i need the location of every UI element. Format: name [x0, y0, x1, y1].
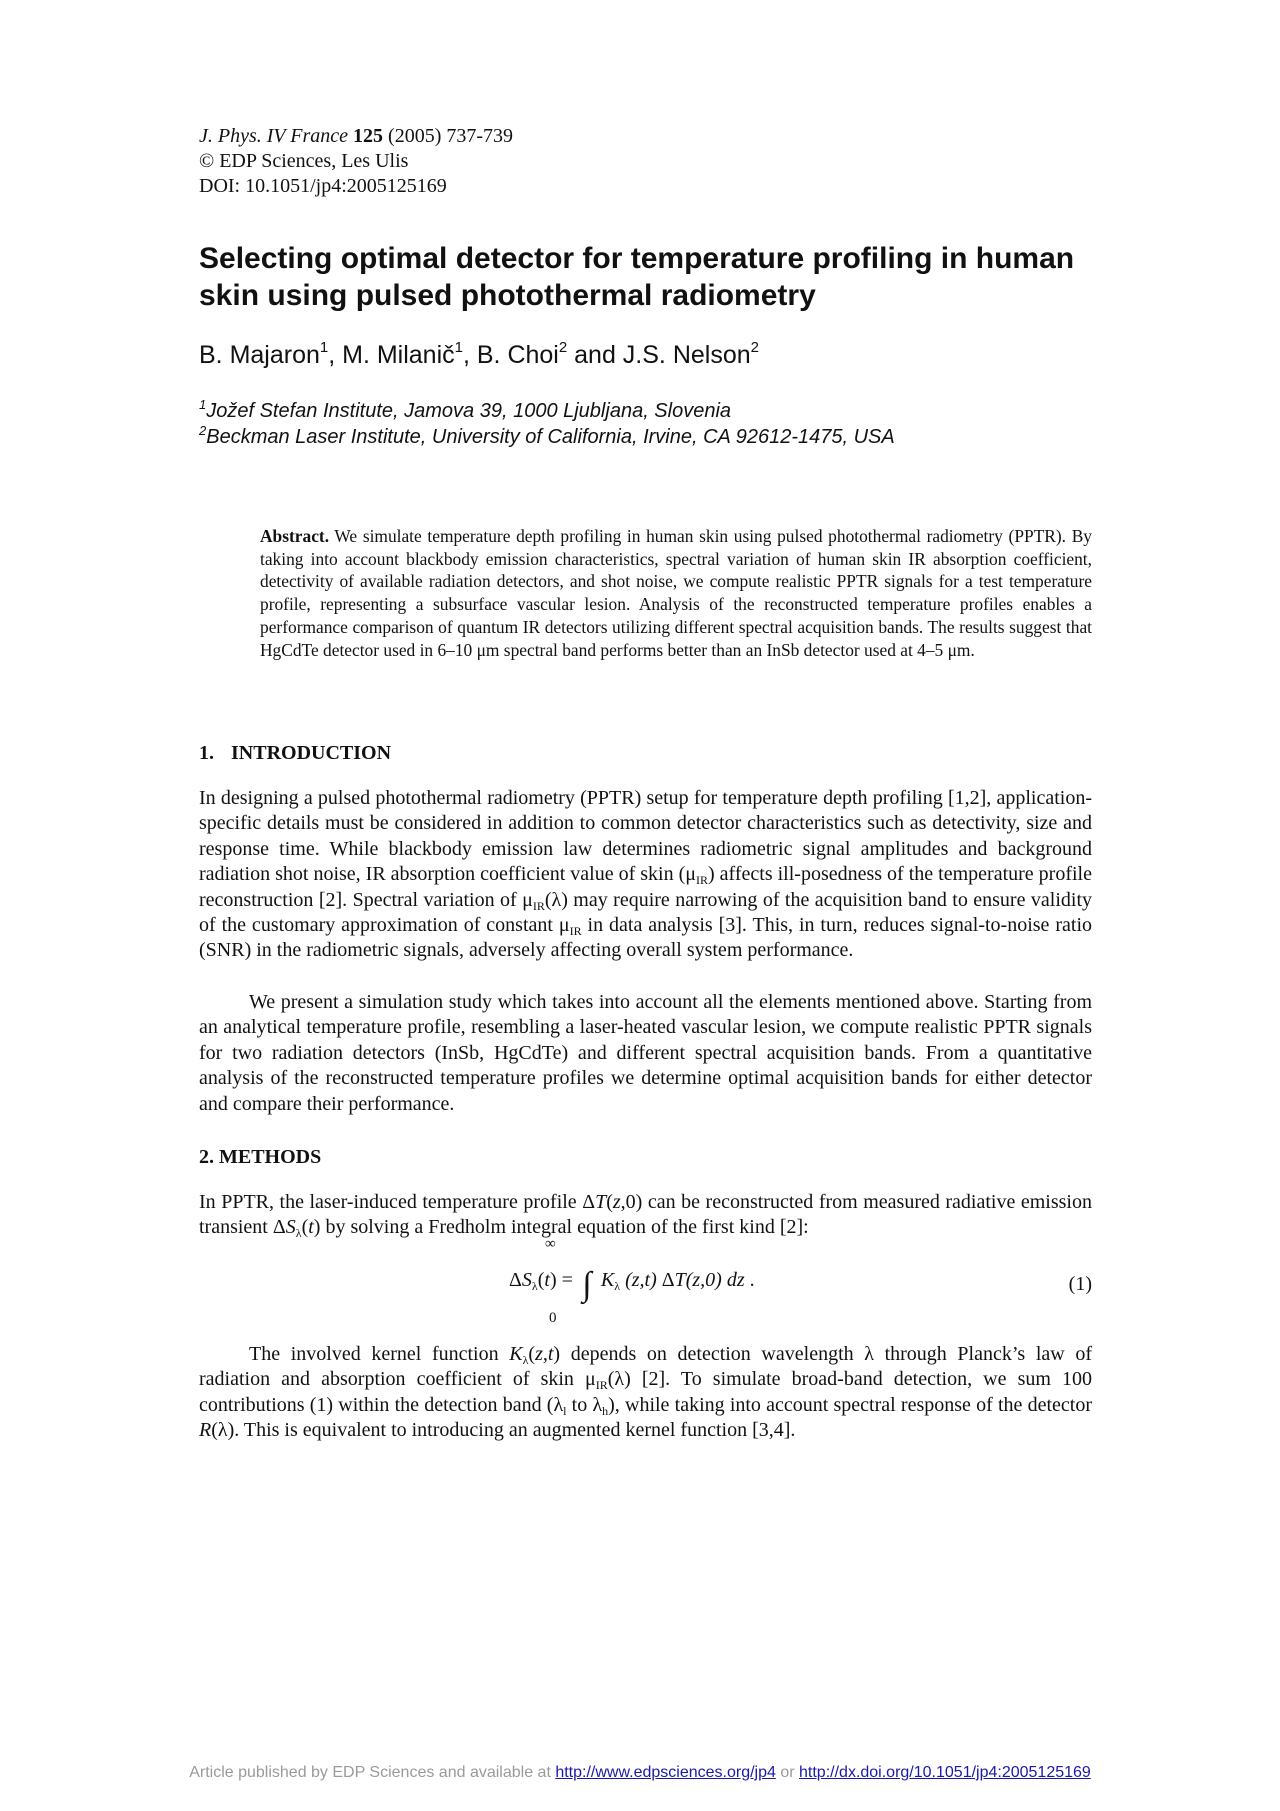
text-run: In PPTR, the laser-induced temperature profile Δ: [199, 1191, 596, 1213]
text-run: (λ) may require narrowing of the acquisition band to ensure validity of the customary approximation of constant μ: [199, 888, 1093, 937]
text-run: to λ: [566, 1393, 603, 1416]
journal-citation: [199, 124, 513, 149]
author-name: and J.S. Nelson: [567, 341, 751, 369]
author-affiliation-mark: 2: [750, 339, 759, 356]
variable: K: [600, 1269, 615, 1291]
subscript: IR: [569, 924, 582, 939]
equation-1: [199, 1236, 1092, 1338]
affiliation-mark: 2: [199, 423, 207, 438]
journal-header: [199, 124, 513, 199]
footer-text: or: [775, 1764, 800, 1781]
variable: T: [595, 1191, 607, 1213]
section-heading-methods: [199, 1145, 321, 1169]
text-run: ) by solving a Fredholm integral equation of the first kind [2]:: [313, 1216, 809, 1239]
text-run: We present a simulation study which takes into account all the elements mentioned above. Starting from an analytical temperature profile, resembling a laser-heated vascular lesion, we compute realistic PPTR signals for two radiation detectors (InSb, HgCdTe) and different spectral acquisition bands. From a quantitative analysis of the reconstructed temperature profiles we determine optimal acquisition bands for either detector and compare their performance.: [199, 991, 1092, 1115]
text-run: ) =: [549, 1269, 573, 1291]
affiliation-1: [199, 398, 895, 424]
section-number: 2.: [199, 1146, 214, 1168]
footer-text: Article published by EDP Sciences and available at: [189, 1764, 556, 1781]
text-run: .: [749, 1269, 755, 1291]
text-run: ) affects ill-posedness of the temperature profile reconstruction [2]. Spectral variation of μ: [199, 863, 1092, 911]
subscript: IR: [532, 898, 545, 913]
author-affiliation-mark: 1: [319, 339, 329, 356]
subscript: λ: [522, 1353, 529, 1367]
text-run: (: [537, 1269, 545, 1291]
text-run: In designing a pulsed photothermal radiometry (PPTR) setup for temperature depth profiling [1,2], application-specific details must be considered in addition to common detector characteristics such as detectivity, size and response time. While blackbody emission law determines radiometric signal amplitudes and background radiation shot noise, IR absorption coefficient value of skin (μ: [199, 787, 1092, 886]
author-name: , M. Milanič: [328, 341, 455, 369]
abstract: [260, 525, 1092, 661]
page-footer: [0, 1764, 1280, 1782]
abstract-text: We simulate temperature depth profiling in human skin using pulsed photothermal radiometry (PPTR). By taking into account blackbody emission characteristics, spectral variation of human skin IR absorption coefficient, detectivity of available radiation detectors, and shot noise, we compute realistic PPTR signals for a test temperature profile, representing a subsurface vascular lesion. Analysis of the reconstructed temperature profiles enables a performance comparison of quantum IR detectors utilizing different spectral acquisition bands. The results suggest that HgCdTe detector used in 6–10 μm spectral band performs better than an InSb detector used at 4–5 μm.: [260, 526, 1092, 660]
variable: S: [285, 1216, 296, 1239]
journal-doi: DOI: 10.1051/jp4:2005125169: [199, 175, 447, 197]
text-run: in data analysis [3]. This, in turn, reduces signal-to-noise ratio (SNR) in the radiometric signals, adversely affecting overall system performance.: [199, 914, 1092, 962]
variable: (z,t): [625, 1269, 657, 1291]
author-name: , B. Choi: [462, 341, 559, 369]
affiliation-text: Beckman Laser Institute, University of California, Irvine, CA 92612-1475, USA: [206, 426, 895, 448]
journal-volume: 125: [353, 125, 384, 147]
delta-symbol: Δ: [509, 1269, 522, 1291]
subscript: IR: [696, 873, 708, 888]
text-run: ,0) can be reconstructed from measured radiative emission transient Δ: [199, 1191, 1092, 1239]
text-run: (λ) [2]. To simulate broad-band detection, we sum 100 contributions (1) within the detection band (λ: [199, 1368, 1092, 1416]
variable: z: [612, 1191, 621, 1213]
integral-symbol: ∫: [582, 1266, 592, 1303]
abstract-label: Abstract.: [260, 526, 330, 546]
text-run: The involved kernel function: [249, 1343, 510, 1365]
text-run: ), while taking into account spectral response of the detector: [608, 1393, 1092, 1416]
intro-paragraph-1: [199, 786, 1092, 964]
section-heading-introduction: [199, 741, 391, 765]
integral-upper-limit: ∞: [545, 1236, 556, 1252]
author-affiliation-mark: 1: [454, 339, 463, 356]
journal-name: J. Phys. IV France: [199, 125, 349, 147]
methods-paragraph-2: [199, 1342, 1092, 1444]
text-run: (λ). This is equivalent to introducing an augmented kernel function [3,4].: [211, 1419, 796, 1442]
intro-paragraph-2: [199, 990, 1092, 1117]
integral-sign: [578, 1268, 596, 1302]
variable: R: [199, 1419, 212, 1442]
affiliation-2: [199, 424, 895, 450]
affiliation-mark: 1: [199, 397, 207, 412]
author-affiliation-mark: 2: [558, 339, 568, 356]
subscript: l: [563, 1403, 567, 1418]
author-list: [199, 340, 759, 370]
text-run: (: [528, 1343, 536, 1365]
variable: t: [544, 1269, 550, 1291]
subscript: λ: [531, 1279, 538, 1293]
text-run: (: [606, 1191, 613, 1213]
variable: t: [308, 1216, 314, 1239]
affiliation-text: Jožef Stefan Institute, Jamova 39, 1000 Ljubljana, Slovenia: [206, 400, 732, 422]
subscript: λ: [295, 1226, 302, 1241]
equation-expression: [509, 1268, 755, 1302]
variable: (z,0): [685, 1269, 722, 1291]
variable: T: [674, 1269, 686, 1291]
equation-number: (1): [1068, 1273, 1092, 1295]
journal-publisher: © EDP Sciences, Les Ulis: [199, 150, 409, 172]
section-title: METHODS: [219, 1146, 322, 1168]
text-run: (: [301, 1216, 309, 1239]
variable: dz: [726, 1269, 745, 1291]
variable: S: [521, 1269, 532, 1291]
methods-paragraph-1: [199, 1190, 1092, 1241]
variable: K: [509, 1343, 523, 1365]
author-name: B. Majaron: [199, 341, 320, 369]
integral-lower-limit: 0: [549, 1310, 557, 1326]
subscript: λ: [614, 1279, 621, 1293]
text-run: ) depends on detection wavelength λ through Planck’s law of radiation and absorption coefficient of skin μ: [199, 1343, 1092, 1391]
variable: z,t: [535, 1343, 554, 1365]
affiliations: [199, 398, 895, 450]
paper-title: Selecting optimal detector for temperature profiling in human skin using pulsed photothermal radiometry: [199, 242, 1075, 312]
subscript: h: [602, 1403, 609, 1418]
delta-symbol: Δ: [661, 1269, 675, 1291]
section-number: 1.: [199, 742, 214, 764]
journal-year-pages: (2005) 737-739: [388, 125, 514, 147]
subscript: IR: [595, 1378, 608, 1393]
section-title: INTRODUCTION: [231, 742, 392, 764]
edp-sciences-link[interactable]: http://www.edpsciences.org/jp4: [555, 1764, 776, 1781]
doi-link[interactable]: http://dx.doi.org/10.1051/jp4:2005125169: [799, 1764, 1091, 1781]
